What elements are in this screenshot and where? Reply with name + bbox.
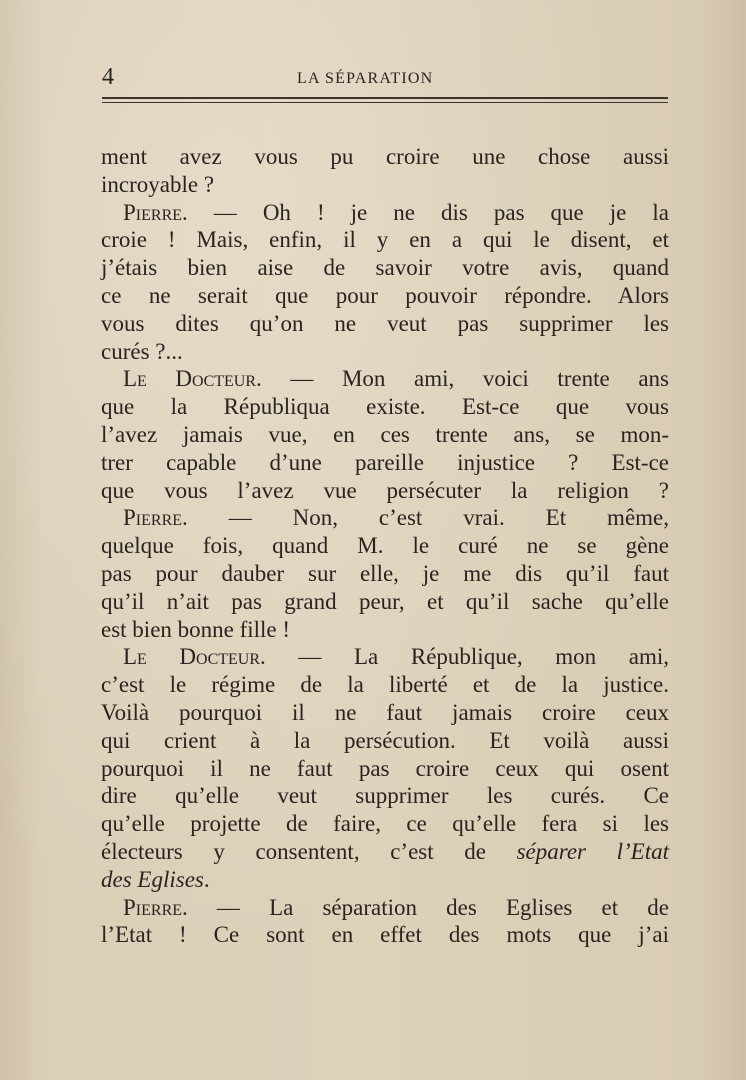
text-line [101,755,669,783]
text-line [101,866,669,894]
line-text: électeurs y consentent, c’est de [101,838,517,864]
line-text: trer capable d’une pareille injustice ? Est-ce [101,449,669,475]
line-text: l’avez jamais vue, en ces trente ans, se mon- [101,421,669,447]
text-line [101,171,669,199]
line-text: incroyable ? [101,171,215,197]
line-text: ment avez vous pu croire une chose aussi [101,144,669,169]
line-text: que vous l’avez vue persécuter la religion ? [101,477,669,503]
line-text: — La République, mon ami, [265,644,669,670]
text-line [101,810,669,838]
text-line [101,532,669,560]
text-line [101,365,669,393]
text-line [101,671,669,699]
text-line [101,699,669,727]
line-text: ce ne serait que pour pouvoir répondre. Alors [101,282,669,308]
header-rule [102,97,668,99]
line-text: pas pour dauber sur elle, je me dis qu’il faut [101,560,669,586]
page-number: 4 [102,64,114,90]
line-text: Voilà pourquoi il ne faut jamais croire ceux [101,699,669,725]
text-line [101,393,669,421]
speaker-name: Le Docteur. [123,644,266,670]
line-text: . [203,866,210,892]
line-text: vous dites qu’on ne veut pas supprimer les [101,310,669,336]
text-line [101,616,669,644]
text-line [101,838,669,866]
line-text: est bien bonne fille ! [101,616,291,642]
text-line [101,588,669,616]
line-text: que la Républiqua existe. Est-ce que vous [101,394,669,420]
speaker-name: Pierre. [123,505,188,531]
line-text: c’est le régime de la liberté et de la justice. [101,672,669,698]
speaker-name: Le Docteur. [123,366,262,392]
line-text: pourquoi il ne faut pas croire ceux qui osent [101,755,669,781]
line-text: curés ?... [101,338,183,364]
page-header [102,62,668,92]
line-text: — Mon ami, voici trente ans [261,366,669,392]
italic-text: séparer l’Etat [516,838,669,864]
text-line [101,727,669,755]
text-line [101,226,669,254]
text-line [101,643,669,671]
text-line [101,782,669,810]
line-text: qu’il n’ait pas grand peur, et qu’il sache qu’elle [101,588,669,614]
italic-text: des Eglises [101,866,204,892]
text-line [101,254,669,282]
text-line [101,338,669,366]
text-line [101,421,669,449]
text-line [101,282,669,310]
speaker-name: Pierre. [123,199,188,225]
text-line [101,143,669,171]
body-text [101,143,669,949]
line-text: qui crient à la persécution. Et voilà aussi [101,727,669,753]
text-line [101,504,669,532]
text-line [101,310,669,338]
line-text: j’étais bien aise de savoir votre avis, quand [101,255,669,281]
text-line [101,560,669,588]
line-text: — Oh ! je ne dis pas que je la [187,199,669,225]
header-rule-thin [102,102,668,103]
text-line [101,894,669,922]
text-line [101,199,669,227]
text-line [101,449,669,477]
line-text: l’Etat ! Ce sont en effet des mots que j’ai [101,922,669,948]
text-line [101,921,669,949]
line-text: — La séparation des Eglises et de [187,894,669,920]
line-text: croie ! Mais, enfin, il y en a qui le disent, et [101,227,669,253]
text-line [101,477,669,505]
line-text: quelque fois, quand M. le curé ne se gène [101,533,669,559]
speaker-name: Pierre. [123,894,188,920]
line-text: dire qu’elle veut supprimer les curés. Ce [101,783,669,809]
line-text: qu’elle projette de faire, ce qu’elle fera si les [101,811,669,837]
running-head: LA SÉPARATION [297,70,434,87]
line-text: — Non, c’est vrai. Et même, [187,505,669,531]
